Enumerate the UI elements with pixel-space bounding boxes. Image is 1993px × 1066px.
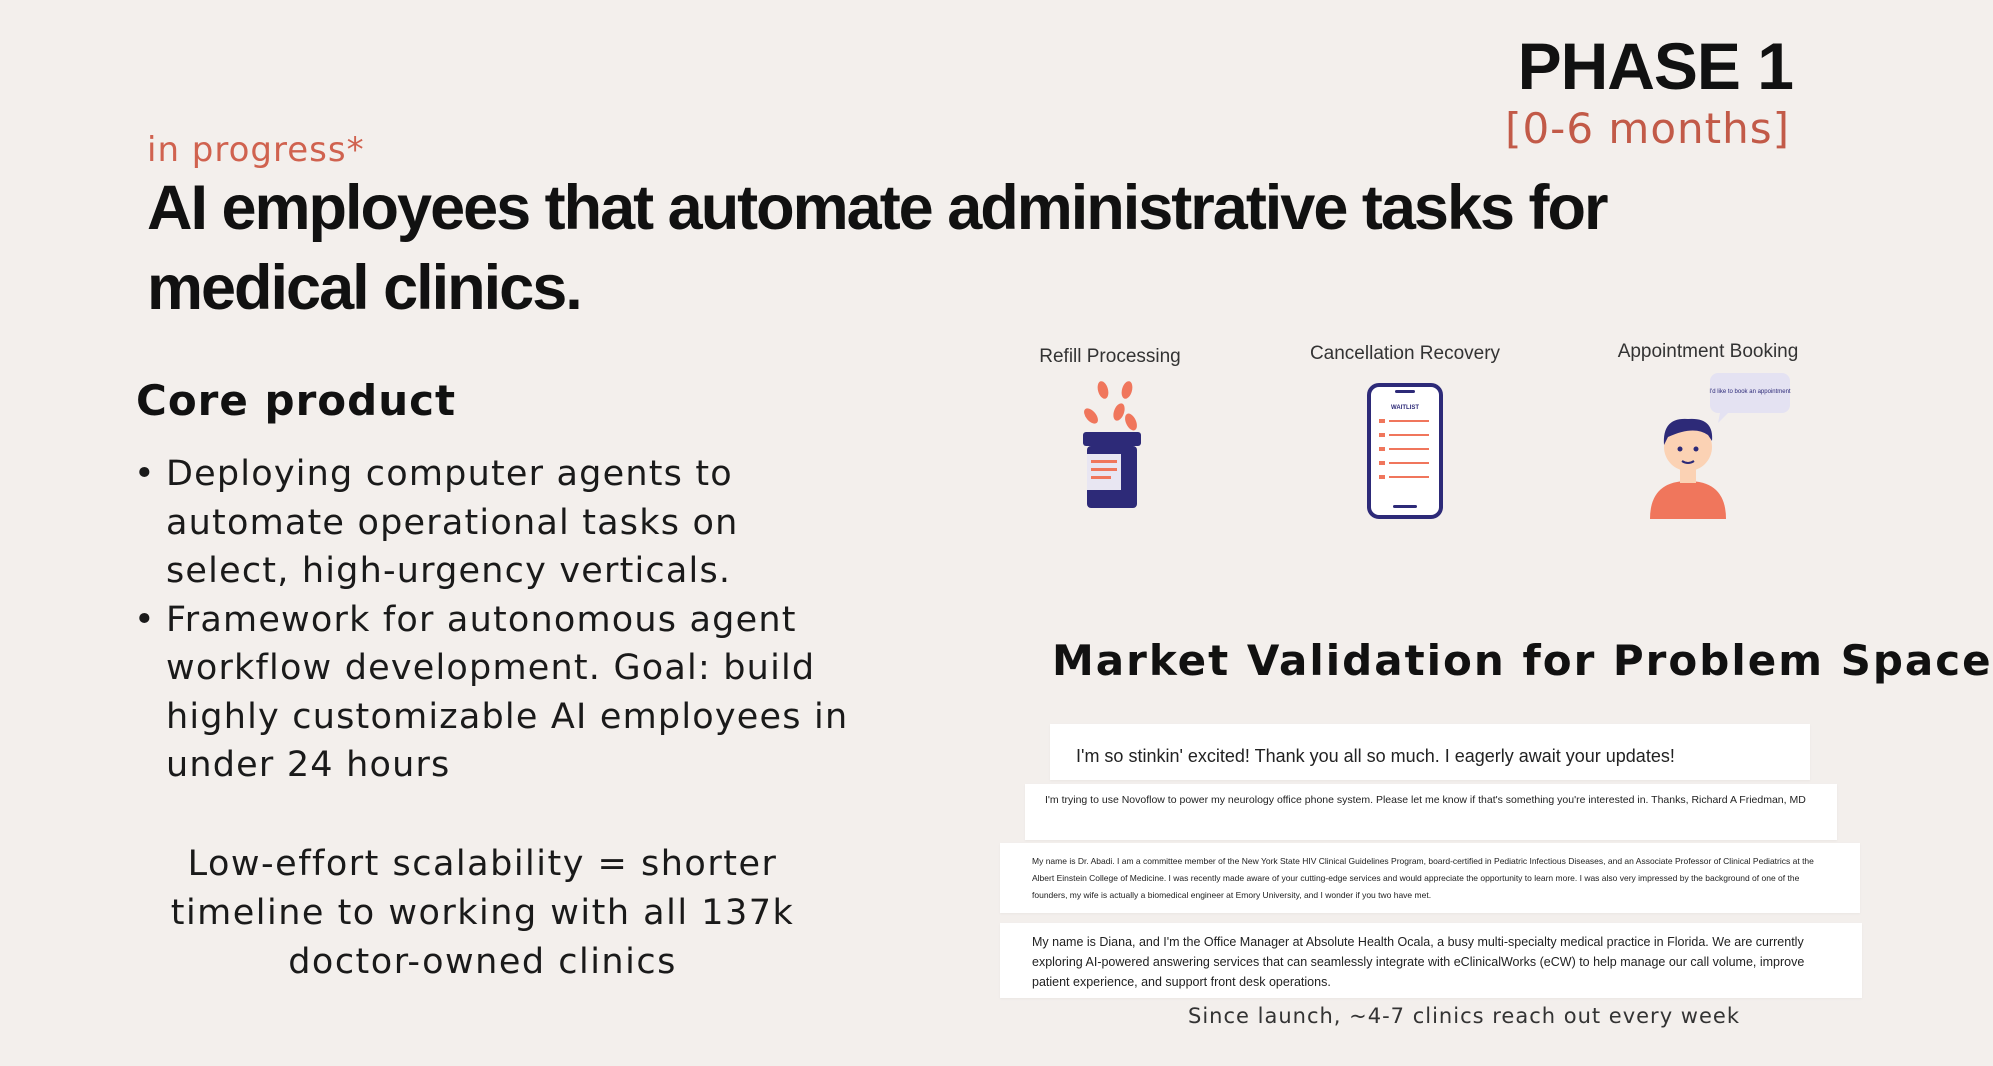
bullet-item: • Framework for autonomous agent workflow development. Goal: build highly customizable AI employees in under 24 hours: [130, 596, 850, 790]
person-chat-icon: [1628, 369, 1791, 519]
quote-card: My name is Diana, and I'm the Office Manager at Absolute Health Ocala, a busy multi-specialty medical practice in Florida. We are currently exploring AI-powered answering services that can seamlessly integrate with eClinicalWorks (eCW) to help manage our call volume, improve patient experience, and support front desk operations.: [1000, 923, 1862, 998]
scalability-statement: Low-effort scalability = shorter timeline to working with all 137k doctor-owned clinics: [170, 844, 795, 982]
bullet-item: • Deploying computer agents to automate operational tasks on select, high-urgency verticals.: [130, 450, 850, 596]
status-label: in progress*: [147, 130, 365, 170]
illustration-label: Appointment Booking: [1617, 341, 1799, 362]
illustration-booking: [1598, 341, 1818, 519]
quote-card: I'm trying to use Novoflow to power my neurology office phone system. Please let me know if that's something you're interested in. Thanks, Richard A Friedman, MD: [1025, 784, 1837, 840]
illustration-cancellation: [1300, 343, 1510, 521]
quote-card: My name is Dr. Abadi. I am a committee member of the New York State HIV Clinical Guidelines Program, board-certified in Pediatric Infectious Diseases, and an Associate Professor of Clinical Pediatrics at the Albert Einstein College of Medicine. I was recently made aware of your cutting-edge services and would appreciate the opportunity to learn more. I was also very impressed by the background of one of the founders, my wife is actually a biomedical engineer at Emory University, and I wonder if you two have met.: [1000, 843, 1860, 913]
market-validation-title: Market Validation for Problem Space: [1052, 636, 1993, 685]
chat-bubble-text: I'd like to book an appointment: [1709, 389, 1791, 395]
phase-range: [0-6 months]: [1505, 104, 1790, 153]
phone-screen-text: WAITLIST: [1391, 405, 1419, 411]
phase-title: PHASE 1: [1517, 29, 1793, 103]
illustration-label: Cancellation Recovery: [1309, 343, 1501, 364]
headline: AI employees that automate administrative tasks for medical clinics.: [147, 173, 1607, 323]
core-product-list: [130, 450, 850, 790]
quote-card: I'm so stinkin' excited! Thank you all so much. I eagerly await your updates!: [1050, 724, 1810, 780]
core-product-title: Core product: [136, 376, 457, 425]
pill-bottle-icon: [1065, 376, 1155, 526]
illustration-refill: [1020, 346, 1200, 526]
market-caption: Since launch, ~4-7 clinics reach out every week: [1188, 1004, 1740, 1028]
phone-waitlist-icon: [1365, 381, 1445, 521]
illustration-label: Refill Processing: [1039, 346, 1181, 367]
